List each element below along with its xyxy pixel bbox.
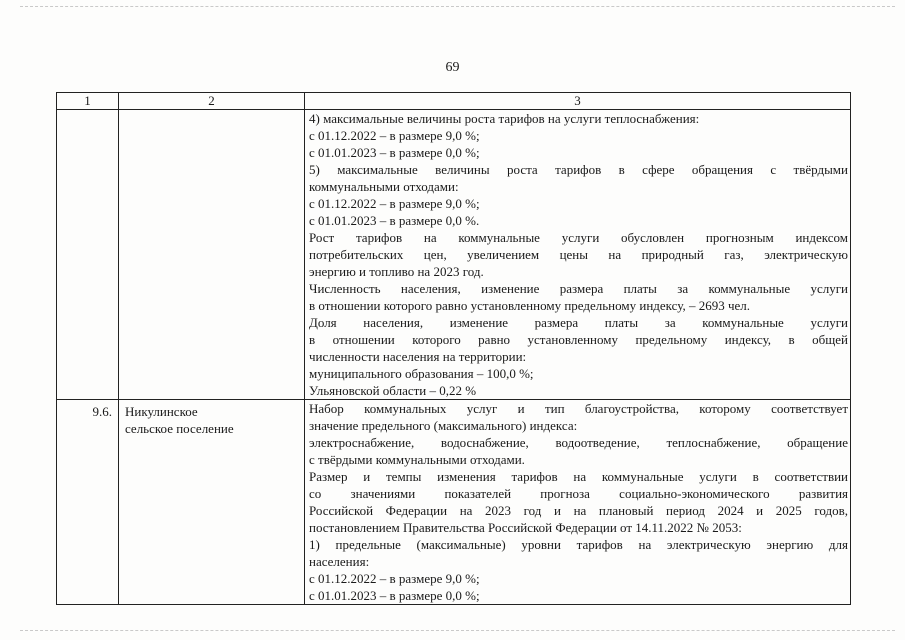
text-line: Размер и темпы изменения тарифов на коммунальные услуги в соответствии [309,469,848,484]
column-header-2: 2 [119,93,305,110]
text-line: со значениями показателей прогноза социально-экономического развития [309,486,848,501]
text-line: с 01.12.2022 – в размере 9,0 %; [309,196,480,211]
municipality-name-line: сельское поселение [125,421,234,436]
text-line: Численность населения, изменение размера платы за коммунальные услуги [309,281,848,296]
text-line: с 01.01.2023 – в размере 0,0 %; [309,145,480,160]
description-cell [305,110,851,400]
text-line: в отношении которого равно установленному предельному индексу, – 2693 чел. [309,298,751,313]
municipality-name-line: Никулинское [125,404,198,419]
page-number: 69 [445,60,460,75]
text-line: 1) предельные (максимальные) уровни тарифов на электрическую энергию для [309,537,848,552]
text-line: Ульяновской области – 0,22 % [309,383,477,398]
table-header-row [57,93,851,110]
text-line: Российской Федерации на 2023 год и на плановый период 2024 и 2025 годов, [309,503,848,518]
scan-edge-bottom [20,630,895,631]
text-line: потребительских цен, увеличением цены на природный газ, электрическую [309,247,848,262]
text-line: муниципального образования – 100,0 %; [309,366,534,381]
text-line: с 01.01.2023 – в размере 0,0 %; [309,588,480,603]
municipality-name [119,110,305,400]
municipality-name [119,400,305,605]
scan-edge-top [20,6,895,7]
text-line: 4) максимальные величины роста тарифов на услуги теплоснабжения: [309,111,700,126]
text-line: в отношении которого равно установленному предельному индексу, в общей [309,332,848,347]
text-line: энергию и топливо на 2023 год. [309,264,484,279]
text-line: Рост тарифов на коммунальные услуги обусловлен прогнозным индексом [309,230,848,245]
text-line: коммунальными отходами: [309,179,459,194]
document-table [56,92,851,605]
text-line: постановлением Правительства Российской Федерации от 14.11.2022 № 2053: [309,520,742,535]
text-line: с твёрдыми коммунальными отходами. [309,452,525,467]
text-line: с 01.01.2023 – в размере 0,0 %. [309,213,480,228]
description-cell [305,400,851,605]
text-line: 5) максимальные величины роста тарифов в сфере обращения с твёрдыми [309,162,848,177]
text-line: с 01.12.2022 – в размере 9,0 %; [309,571,480,586]
table-row [57,400,851,605]
column-header-3: 3 [305,93,851,110]
row-number: 9.6. [57,400,119,605]
text-line: Набор коммунальных услуг и тип благоустройства, которому соответствует [309,401,848,416]
column-header-1: 1 [57,93,119,110]
text-line: населения: [309,554,370,569]
table-row [57,110,851,400]
text-line: значение предельного (максимального) индекса: [309,418,578,433]
row-number [57,110,119,400]
text-line: с 01.12.2022 – в размере 9,0 %; [309,128,480,143]
text-line: электроснабжение, водоснабжение, водоотведение, теплоснабжение, обращение [309,435,848,450]
text-line: численности населения на территории: [309,349,527,364]
text-line: Доля населения, изменение размера платы за коммунальные услуги [309,315,848,330]
